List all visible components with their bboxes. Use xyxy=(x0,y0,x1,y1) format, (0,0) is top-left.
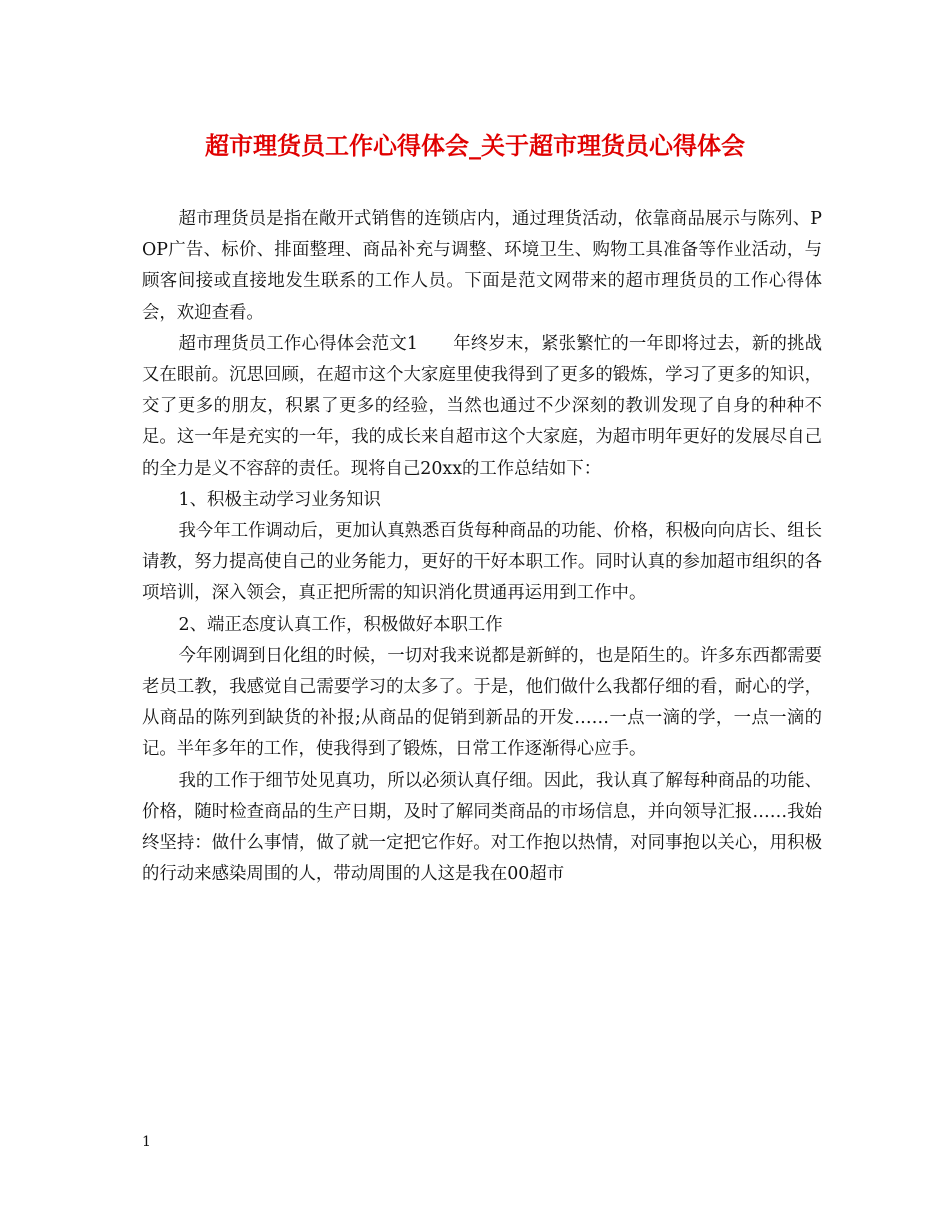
document-title: 超市理货员工作心得体会_关于超市理货员心得体会 xyxy=(205,131,745,160)
page-number: 1 xyxy=(142,1134,151,1150)
paragraph-section-2: 今年刚调到日化组的时候，一切对我来说都是新鲜的，也是陌生的。许多东西都需要老员工教，我感觉自己需要学习的太多了。于是，他们做什么我都仔细的看，耐心的学，从商品的陈列到缺货的补报;从商品的促销到新品的开发……一点一滴的学，一点一滴的记。半年多年的工作，使我得到了锻炼，日常工作逐渐得心应手。 xyxy=(142,645,822,760)
document-body xyxy=(142,204,822,890)
paragraph-section-2-cont: 我的工作于细节处见真功，所以必须认真仔细。因此，我认真了解每种商品的功能、价格，随时检查商品的生产日期，及时了解同类商品的市场信息，并向领导汇报……我始终坚持：做什么事情，做了就一定把它作好。对工作抱以热情，对同事抱以关心，用积极的行动来感染周围的人，带动周围的人这是我在00超市 xyxy=(142,770,822,885)
paragraph-section-1: 我今年工作调动后，更加认真熟悉百货每种商品的功能、价格，积极向向店长、组长请教，努力提高使自己的业务能力，更好的干好本职工作。同时认真的参加超市组织的各项培训，深入领会，真正把所需的知识消化贯通再运用到工作中。 xyxy=(142,521,822,604)
section-heading-2: 2、端正态度认真工作，积极做好本职工作 xyxy=(178,614,503,635)
paragraph-sample-1: 超市理货员工作心得体会范文1 年终岁末，紧张繁忙的一年即将过去，新的挑战又在眼前。沉思回顾，在超市这个大家庭里使我得到了更多的锻炼，学习了更多的知识，交了更多的朋友，积累了更多的经验，当然也通过不少深刻的教训发现了自身的种种不足。这一年是充实的一年，我的成长来自超市这个大家庭，为超市明年更好的发展尽自己的全力是义不容辞的责任。现将自己20xx的工作总结如下： xyxy=(142,333,822,479)
section-heading-1: 1、积极主动学习业务知识 xyxy=(178,489,381,510)
paragraph-intro: 超市理货员是指在敞开式销售的连锁店内，通过理货活动，依靠商品展示与陈列、POP广告、标价、排面整理、商品补充与调整、环境卫生、购物工具准备等作业活动，与顾客间接或直接地发生联系的工作人员。下面是范文网带来的超市理货员的工作心得体会，欢迎查看。 xyxy=(142,209,822,323)
